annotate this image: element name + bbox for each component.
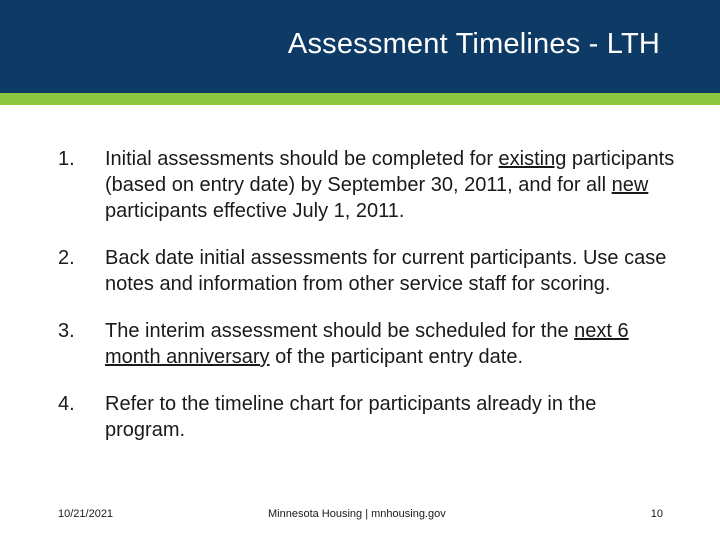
text-segment: Initial assessments should be completed for bbox=[105, 148, 499, 170]
header-banner bbox=[0, 0, 720, 93]
underlined-text: new bbox=[611, 174, 649, 196]
list-item-text bbox=[105, 146, 678, 224]
footer-date: 10/21/2021 bbox=[58, 508, 114, 520]
text-segment: participants effective July 1, 2011. bbox=[105, 200, 405, 222]
list-item bbox=[58, 318, 678, 370]
footer bbox=[0, 508, 720, 524]
list-item-text bbox=[105, 318, 678, 370]
list-item-text bbox=[105, 245, 678, 297]
list-item-number: 3. bbox=[58, 320, 75, 342]
accent-bar bbox=[0, 93, 720, 105]
numbered-list bbox=[58, 146, 678, 464]
footer-org: Minnesota Housing | mnhousing.gov bbox=[268, 508, 446, 520]
slide-title: Assessment Timelines - LTH bbox=[287, 28, 660, 60]
underlined-text: existing bbox=[498, 148, 567, 170]
text-segment: Back date initial assessments for current participants. Use case notes and information from other service staff for scoring. bbox=[105, 247, 667, 295]
list-item-number: 2. bbox=[58, 247, 75, 269]
text-segment: The interim assessment should be scheduled for the bbox=[105, 320, 575, 342]
list-item-number: 1. bbox=[58, 148, 75, 170]
list-item bbox=[58, 146, 678, 224]
list-item bbox=[58, 391, 678, 443]
text-segment: of the participant entry date. bbox=[269, 346, 524, 368]
list-item-number: 4. bbox=[58, 393, 75, 415]
list-item-text bbox=[105, 391, 678, 443]
page-number: 10 bbox=[650, 508, 663, 520]
text-segment: participants (based on entry date) by September 30, 2011, and for all bbox=[105, 148, 675, 196]
underlined-text: next 6 month anniversary bbox=[105, 320, 629, 368]
list-item bbox=[58, 245, 678, 297]
text-segment: Refer to the timeline chart for participants already in the program. bbox=[105, 393, 597, 441]
